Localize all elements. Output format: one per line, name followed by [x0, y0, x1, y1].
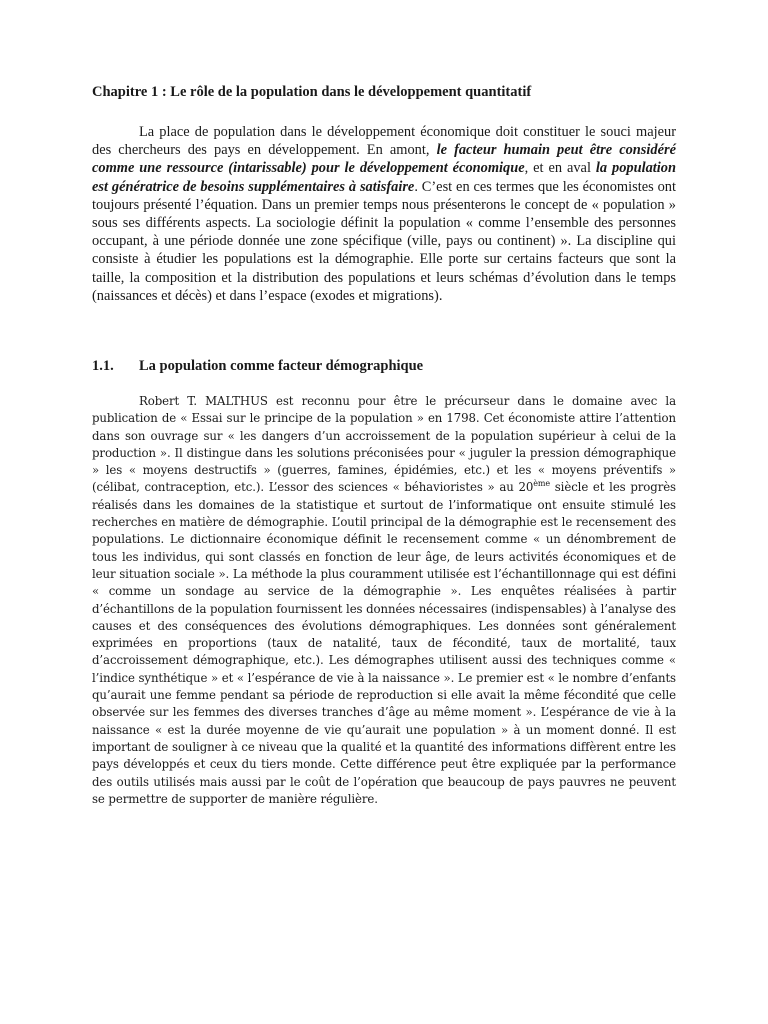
- intro-text-c: , et en aval: [524, 160, 596, 177]
- intro-emphasis-1: le facteur humain peut être considéré comme une ressource (intarissable) pour le développement économique: [92, 142, 676, 177]
- intro-emphasis-2: la population est génératrice de besoins supplémentaires à satisfaire: [92, 160, 676, 195]
- body-text-b: siècle et les progrès réalisés dans les domaines de la statistique et surtout de l’informatique ont ensuite stimulé les recherches en matière de démographie. L’outil principal de la démographie est le recensement des populations. Le dictionnaire économique définit le recensement comme « un dénombrement de tous les individus, qui sont classés en fonction de leur âge, de leurs activités économiques et de leur situation sociale ». La méthode la plus couramment utilisée est l’échantillonnage qui est défini « comme un sondage au service de la démographie ». Les enquêtes réalisées à partir d’échantillons de la population fournissent les données nécessaires (indispensables) à l’analyse des causes et des conséquences des évolutions démographiques. Les données sont généralement exprimées en proportions (taux de natalité, taux de fécondité, taux de mortalité, taux d’accroissement démographique, etc.). Les démographes utilisent aussi des techniques comme « l’indice synthétique » et « l’espérance de vie à la naissance ». Le premier est « le nombre d’enfants qu’aurait une femme pendant sa période de reproduction si elle avait la même fécondité que celle observée sur les femmes des diverses tranches d’âge au même moment ». L’espérance de vie à la naissance « est la durée moyenne de vie qu’aurait une population » à un moment donné. Il est important de souligner à ce niveau que la qualité et la quantité des informations diffèrent entre les pays développés et ceux du tiers monde. Cette différence peut être expliquée par la performance des outils utilisés mais aussi par le coût de l’opération que beaucoup de pays pauvres ne peuvent se permettre de supporter de manière régulière.: [92, 480, 676, 806]
- chapter-title: Chapitre 1 : Le rôle de la population dans le développement quantitatif: [92, 84, 532, 100]
- section-number: 1.1.: [92, 358, 114, 374]
- intro-text-a: La place de population dans le développement économique doit constituer le souci majeur des chercheurs des pays en développement. En amont,: [92, 124, 676, 159]
- intro-text-e: . C’est en ces termes que les économistes ont toujours présenté l’équation. Dans un premier temps nous présenterons le concept de « population » sous ses différents aspects. La sociologie définit la population « comme l’ensemble des personnes occupant, à une période donnée une zone spécifique (ville, pays ou continent) ». La discipline qui consiste à étudier les populations est la démographie. Elle porte sur certains facteurs que sont la taille, la composition et la distribution des populations et leurs schémas d’évolution dans le temps (naissances et décès) et dans l’espace (exodes et migrations).: [92, 178, 676, 304]
- section-heading: [92, 358, 676, 375]
- body-text-a: Robert T. MALTHUS est reconnu pour être le précurseur dans le domaine avec la publication de « Essai sur le principe de la population » en 1798. Cet économiste attire l’attention dans son ouvrage sur « les dangers d’un accroissement de la population supérieur à celui de la production ». Il distingue dans les solutions préconisées pour « juguler la pression démographique » les « moyens destructifs » (guerres, famines, épidémies, etc.) et les « moyens préventifs » (célibat, contraception, etc.). L’essor des sciences « béhavioristes » au 20: [92, 394, 676, 495]
- body-paragraph: [92, 393, 676, 808]
- section-title: La population comme facteur démographique: [139, 358, 424, 374]
- intro-paragraph: [92, 123, 676, 305]
- superscript-eme: ème: [533, 479, 550, 489]
